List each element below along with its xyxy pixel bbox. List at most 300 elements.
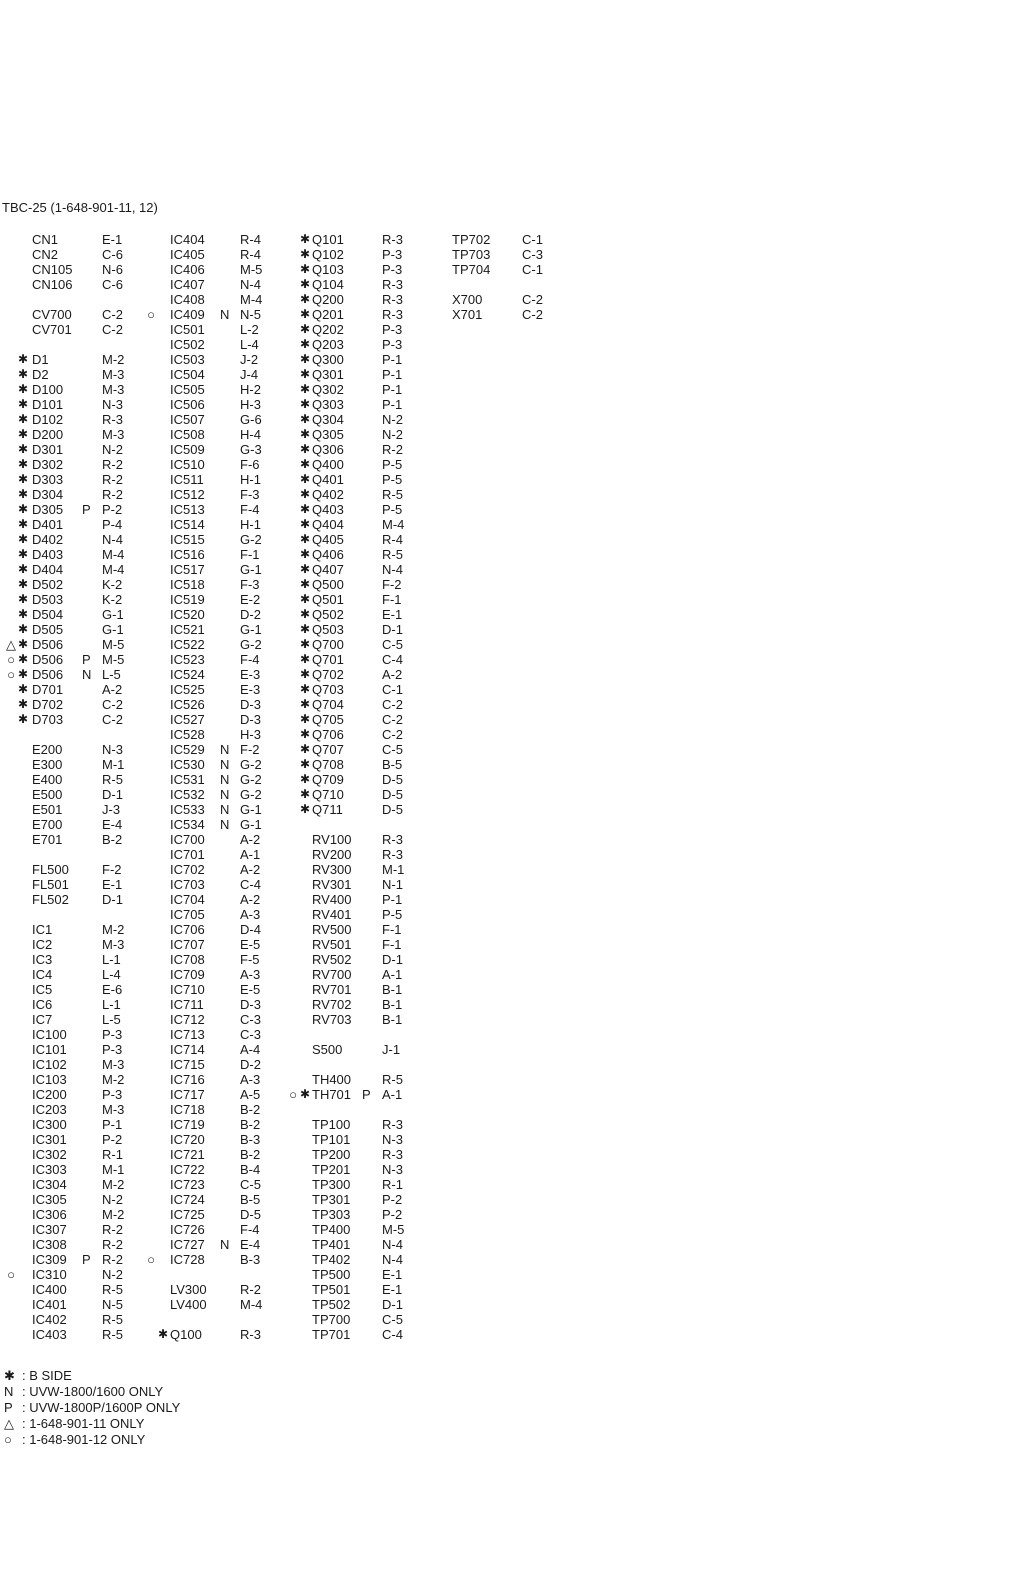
- location: R-2: [102, 1222, 123, 1237]
- location: E-1: [382, 607, 403, 622]
- location: F-1: [382, 937, 402, 952]
- ref-no: IC530: [170, 757, 205, 772]
- location: M-4: [102, 562, 125, 577]
- location: R-3: [102, 412, 123, 427]
- location: P-3: [382, 247, 403, 262]
- location: E-3: [240, 667, 261, 682]
- ref-no: IC402: [32, 1312, 67, 1327]
- ref-no: Q203: [312, 337, 344, 352]
- b-side-mark: ✱: [300, 622, 311, 636]
- model-note: N: [220, 772, 230, 787]
- location: P-1: [382, 352, 403, 367]
- location: D-2: [240, 1057, 261, 1072]
- location: B-5: [382, 757, 403, 772]
- ref-no: D301: [32, 442, 64, 457]
- b-side-mark: ✱: [300, 307, 311, 321]
- location: R-4: [240, 247, 261, 262]
- location: D-1: [382, 622, 403, 637]
- location: M-3: [102, 937, 125, 952]
- b-side-mark: ✱: [300, 262, 311, 276]
- location: P-1: [382, 397, 403, 412]
- ref-no: IC102: [32, 1057, 67, 1072]
- ref-no: D100: [32, 382, 64, 397]
- location: R-3: [382, 277, 403, 292]
- location: G-1: [102, 622, 124, 637]
- ref-no: IC514: [170, 517, 205, 532]
- b-side-mark: ✱: [18, 517, 29, 531]
- ref-no: IC3: [32, 952, 53, 967]
- b-side-mark: ✱: [18, 427, 29, 441]
- location: N-3: [102, 742, 123, 757]
- location: D-1: [382, 952, 403, 967]
- ref-no: TH400: [312, 1072, 352, 1087]
- ref-no: TP400: [312, 1222, 351, 1237]
- ref-no: IC2: [32, 937, 53, 952]
- location: D-3: [240, 997, 261, 1012]
- location: E-6: [102, 982, 123, 997]
- location: G-2: [240, 637, 262, 652]
- ref-no: IC506: [170, 397, 205, 412]
- ref-no: E501: [32, 802, 63, 817]
- ref-no: FL500: [32, 862, 69, 877]
- location: P-2: [382, 1192, 403, 1207]
- ref-no: D701: [32, 682, 64, 697]
- location: M-3: [102, 1102, 125, 1117]
- model-note: N: [220, 742, 230, 757]
- location: A-2: [382, 667, 403, 682]
- legend-symbol: P: [4, 1400, 13, 1415]
- location: H-1: [240, 517, 261, 532]
- ref-no: RV701: [312, 982, 352, 997]
- b-side-mark: ✱: [18, 697, 29, 711]
- ref-no: IC507: [170, 412, 205, 427]
- ref-no: IC400: [32, 1282, 67, 1297]
- ref-no: IC518: [170, 577, 205, 592]
- ref-no: Q700: [312, 637, 344, 652]
- location: D-5: [382, 787, 403, 802]
- location: F-6: [240, 457, 260, 472]
- location: R-2: [382, 442, 403, 457]
- location: N-4: [102, 532, 123, 547]
- b-side-mark: ✱: [300, 232, 311, 246]
- location: A-2: [102, 682, 123, 697]
- b-side-mark: ✱: [18, 382, 29, 396]
- b-side-mark: ✱: [18, 637, 29, 651]
- ref-no: IC406: [170, 262, 205, 277]
- location: G-2: [240, 787, 262, 802]
- location: J-4: [240, 367, 259, 382]
- b-side-mark: ✱: [300, 487, 311, 501]
- b-side-mark: ✱: [158, 1327, 169, 1341]
- location: D-5: [382, 772, 403, 787]
- location: M-1: [102, 757, 125, 772]
- ref-no: Q201: [312, 307, 344, 322]
- legend-item: [4, 1432, 180, 1448]
- ref-no: Q103: [312, 262, 344, 277]
- b-side-mark: ✱: [300, 442, 311, 456]
- variant-mark: ○: [147, 1252, 155, 1267]
- b-side-mark: ✱: [300, 247, 311, 261]
- location: P-3: [102, 1042, 123, 1057]
- model-note: P: [82, 652, 91, 667]
- location: G-2: [240, 532, 262, 547]
- location: R-5: [382, 547, 403, 562]
- ref-no: TP100: [312, 1117, 351, 1132]
- ref-no: E700: [32, 817, 63, 832]
- location: N-3: [102, 397, 123, 412]
- ref-no: Q302: [312, 382, 344, 397]
- variant-mark: ○: [7, 667, 15, 682]
- location: M-2: [102, 352, 125, 367]
- ref-no: IC6: [32, 997, 53, 1012]
- ref-no: TP101: [312, 1132, 351, 1147]
- ref-no: IC720: [170, 1132, 205, 1147]
- b-side-mark: ✱: [300, 412, 311, 426]
- ref-no: IC301: [32, 1132, 67, 1147]
- ref-no: RV702: [312, 997, 352, 1012]
- ref-no: RV200: [312, 847, 352, 862]
- legend-item: [4, 1368, 180, 1384]
- location: D-3: [240, 697, 261, 712]
- location: P-2: [102, 1132, 123, 1147]
- location: B-3: [240, 1132, 261, 1147]
- ref-no: IC503: [170, 352, 205, 367]
- location: N-1: [382, 877, 403, 892]
- ref-no: RV703: [312, 1012, 352, 1027]
- ref-no: D302: [32, 457, 64, 472]
- b-side-mark: ✱: [300, 472, 311, 486]
- ref-no: IC100: [32, 1027, 67, 1042]
- location: E-1: [102, 232, 123, 247]
- ref-no: TP301: [312, 1192, 351, 1207]
- location: N-6: [102, 262, 123, 277]
- location: L-5: [102, 667, 121, 682]
- ref-no: E500: [32, 787, 63, 802]
- b-side-mark: ✱: [18, 652, 29, 666]
- ref-no: Q406: [312, 547, 344, 562]
- ref-no: IC4: [32, 967, 53, 982]
- location: E-1: [382, 1267, 403, 1282]
- location: C-1: [522, 232, 543, 247]
- ref-no: IC714: [170, 1042, 205, 1057]
- location: G-2: [240, 757, 262, 772]
- b-side-mark: ✱: [18, 487, 29, 501]
- ref-no: Q401: [312, 472, 344, 487]
- location: R-3: [382, 1117, 403, 1132]
- ref-no: Q503: [312, 622, 344, 637]
- ref-no: IC519: [170, 592, 205, 607]
- location: C-1: [522, 262, 543, 277]
- location: B-5: [240, 1192, 261, 1207]
- location: G-1: [240, 802, 262, 817]
- location: E-4: [102, 817, 123, 832]
- location: R-3: [382, 307, 403, 322]
- location: F-4: [240, 502, 260, 517]
- location: N-2: [102, 1267, 123, 1282]
- model-note: N: [220, 817, 230, 832]
- location: N-3: [382, 1162, 403, 1177]
- ref-no: Q301: [312, 367, 344, 382]
- ref-no: D2: [32, 367, 49, 382]
- model-note: P: [362, 1087, 371, 1102]
- ref-no: FL501: [32, 877, 69, 892]
- b-side-mark: ✱: [18, 577, 29, 591]
- ref-no: IC1: [32, 922, 53, 937]
- ref-no: RV502: [312, 952, 352, 967]
- location: F-5: [240, 952, 260, 967]
- location: P-5: [382, 907, 403, 922]
- legend-item: [4, 1416, 180, 1432]
- b-side-mark: ✱: [18, 532, 29, 546]
- ref-no: RV300: [312, 862, 352, 877]
- location: K-2: [102, 577, 123, 592]
- location: H-2: [240, 382, 261, 397]
- ref-no: IC101: [32, 1042, 67, 1057]
- ref-no: D503: [32, 592, 64, 607]
- location: M-5: [240, 262, 263, 277]
- ref-no: IC7: [32, 1012, 53, 1027]
- location: H-3: [240, 727, 261, 742]
- b-side-mark: ✱: [18, 502, 29, 516]
- location: E-1: [102, 877, 123, 892]
- ref-no: IC505: [170, 382, 205, 397]
- legend: [4, 1368, 180, 1448]
- b-side-mark: ✱: [18, 412, 29, 426]
- ref-no: X700: [452, 292, 483, 307]
- location: P-3: [102, 1027, 123, 1042]
- location: M-4: [382, 517, 405, 532]
- ref-no: D305: [32, 502, 64, 517]
- ref-no: TP703: [452, 247, 491, 262]
- b-side-mark: ✱: [300, 592, 311, 606]
- ref-no: TP502: [312, 1297, 351, 1312]
- ref-no: IC517: [170, 562, 205, 577]
- location: F-1: [382, 922, 402, 937]
- ref-no: IC523: [170, 652, 205, 667]
- location: M-3: [102, 1057, 125, 1072]
- ref-no: IC713: [170, 1027, 205, 1042]
- location: R-5: [102, 1282, 123, 1297]
- legend-text: : UVW-1800/1600 ONLY: [22, 1384, 164, 1399]
- location: C-2: [382, 712, 403, 727]
- ref-no: IC508: [170, 427, 205, 442]
- location: R-3: [382, 232, 403, 247]
- ref-no: Q501: [312, 592, 344, 607]
- location: F-2: [382, 577, 402, 592]
- location: J-3: [102, 802, 121, 817]
- ref-no: IC504: [170, 367, 205, 382]
- legend-symbol: N: [4, 1384, 14, 1399]
- location: C-1: [382, 682, 403, 697]
- ref-no: IC529: [170, 742, 205, 757]
- ref-no: IC709: [170, 967, 205, 982]
- ref-no: Q305: [312, 427, 344, 442]
- location: C-2: [102, 322, 123, 337]
- location: D-1: [102, 787, 123, 802]
- ref-no: LV400: [170, 1297, 207, 1312]
- ref-no: D703: [32, 712, 64, 727]
- location: N-4: [382, 562, 403, 577]
- b-side-mark: ✱: [300, 277, 311, 291]
- ref-no: D502: [32, 577, 64, 592]
- ref-no: Q711: [312, 802, 343, 817]
- location: D-5: [382, 802, 403, 817]
- location: N-2: [102, 442, 123, 457]
- ref-no: Q706: [312, 727, 344, 742]
- ref-no: IC305: [32, 1192, 67, 1207]
- ref-no: Q710: [312, 787, 344, 802]
- b-side-mark: ✱: [18, 592, 29, 606]
- location: M-5: [102, 652, 125, 667]
- ref-no: IC715: [170, 1057, 205, 1072]
- b-side-mark: ✱: [18, 667, 29, 681]
- ref-no: Q104: [312, 277, 344, 292]
- ref-no: D504: [32, 607, 64, 622]
- location: P-1: [382, 382, 403, 397]
- ref-no: IC726: [170, 1222, 205, 1237]
- location: C-2: [522, 307, 543, 322]
- ref-no: IC718: [170, 1102, 205, 1117]
- location: B-1: [382, 1012, 403, 1027]
- location: J-2: [240, 352, 259, 367]
- ref-no: IC408: [170, 292, 205, 307]
- ref-no: D1: [32, 352, 49, 367]
- location: D-3: [240, 712, 261, 727]
- b-side-mark: ✱: [18, 712, 29, 726]
- ref-no: IC307: [32, 1222, 67, 1237]
- model-note: N: [220, 787, 230, 802]
- b-side-mark: ✱: [18, 562, 29, 576]
- ref-no: IC525: [170, 682, 205, 697]
- ref-no: IC310: [32, 1267, 67, 1282]
- location: P-3: [102, 1087, 123, 1102]
- ref-no: D200: [32, 427, 64, 442]
- location: P-4: [102, 517, 123, 532]
- location: G-3: [240, 442, 262, 457]
- location: M-2: [102, 1207, 125, 1222]
- ref-no: RV400: [312, 892, 352, 907]
- location: N-5: [240, 307, 261, 322]
- ref-no: IC401: [32, 1297, 67, 1312]
- location: F-1: [382, 592, 402, 607]
- location: C-6: [102, 247, 123, 262]
- location: C-3: [240, 1027, 261, 1042]
- ref-no: IC717: [170, 1087, 205, 1102]
- b-side-mark: ✱: [300, 727, 311, 741]
- ref-no: TP702: [452, 232, 491, 247]
- b-side-mark: ✱: [300, 652, 311, 666]
- b-side-mark: ✱: [300, 682, 311, 696]
- ref-no: Q705: [312, 712, 344, 727]
- location: E-4: [240, 1237, 261, 1252]
- ref-no: IC723: [170, 1177, 205, 1192]
- ref-no: Q101: [312, 232, 344, 247]
- ref-no: IC200: [32, 1087, 67, 1102]
- location: P-3: [382, 337, 403, 352]
- ref-no: Q701: [312, 652, 344, 667]
- location: M-2: [102, 1177, 125, 1192]
- location: C-5: [382, 1312, 403, 1327]
- location: C-5: [382, 742, 403, 757]
- ref-no: Q704: [312, 697, 344, 712]
- variant-mark: ○: [147, 307, 155, 322]
- ref-no: TP402: [312, 1252, 351, 1267]
- ref-no: CN1: [32, 232, 59, 247]
- ref-no: TP501: [312, 1282, 351, 1297]
- ref-no: IC502: [170, 337, 205, 352]
- location: A-1: [382, 1087, 403, 1102]
- ref-no: CN106: [32, 277, 73, 292]
- location: R-2: [102, 457, 123, 472]
- location: C-4: [382, 1327, 403, 1342]
- ref-no: IC526: [170, 697, 205, 712]
- location: F-4: [240, 1222, 260, 1237]
- ref-no: IC700: [170, 832, 205, 847]
- model-note: N: [220, 1237, 230, 1252]
- legend-text: : B SIDE: [22, 1368, 72, 1383]
- location: M-4: [102, 547, 125, 562]
- ref-no: IC705: [170, 907, 205, 922]
- variant-mark: △: [6, 637, 16, 652]
- ref-no: IC403: [32, 1327, 67, 1342]
- ref-no: IC712: [170, 1012, 205, 1027]
- location: C-2: [382, 727, 403, 742]
- location: N-4: [240, 277, 261, 292]
- ref-no: D401: [32, 517, 64, 532]
- location: B-3: [240, 1252, 261, 1267]
- location: M-4: [240, 292, 263, 307]
- location: P-2: [382, 1207, 403, 1222]
- b-side-mark: ✱: [300, 697, 311, 711]
- ref-no: D102: [32, 412, 64, 427]
- location: D-5: [240, 1207, 261, 1222]
- page-title: TBC-25 (1-648-901-11, 12): [2, 200, 158, 215]
- location: R-4: [382, 532, 403, 547]
- ref-no: IC727: [170, 1237, 205, 1252]
- variant-mark: ○: [289, 1087, 297, 1102]
- ref-no: IC711: [170, 997, 204, 1012]
- location: B-1: [382, 982, 403, 997]
- location: P-3: [382, 262, 403, 277]
- ref-no: IC520: [170, 607, 205, 622]
- location: F-3: [240, 577, 260, 592]
- location: C-4: [240, 877, 261, 892]
- location: M-1: [102, 1162, 125, 1177]
- location: R-2: [102, 1237, 123, 1252]
- location: C-6: [102, 277, 123, 292]
- location: L-2: [240, 322, 259, 337]
- location: G-1: [240, 562, 262, 577]
- b-side-mark: ✱: [300, 757, 311, 771]
- ref-no: X701: [452, 307, 483, 322]
- ref-no: IC721: [170, 1147, 205, 1162]
- ref-no: IC510: [170, 457, 205, 472]
- location: M-5: [382, 1222, 405, 1237]
- location: N-5: [102, 1297, 123, 1312]
- ref-no: Q402: [312, 487, 344, 502]
- ref-no: D506: [32, 667, 64, 682]
- ref-no: TP303: [312, 1207, 351, 1222]
- b-side-mark: ✱: [300, 712, 311, 726]
- ref-no: IC728: [170, 1252, 205, 1267]
- ref-no: D506: [32, 637, 64, 652]
- ref-no: IC534: [170, 817, 205, 832]
- ref-no: RV301: [312, 877, 352, 892]
- b-side-mark: ✱: [18, 352, 29, 366]
- location: R-5: [102, 1327, 123, 1342]
- ref-no: IC706: [170, 922, 205, 937]
- ref-no: IC702: [170, 862, 205, 877]
